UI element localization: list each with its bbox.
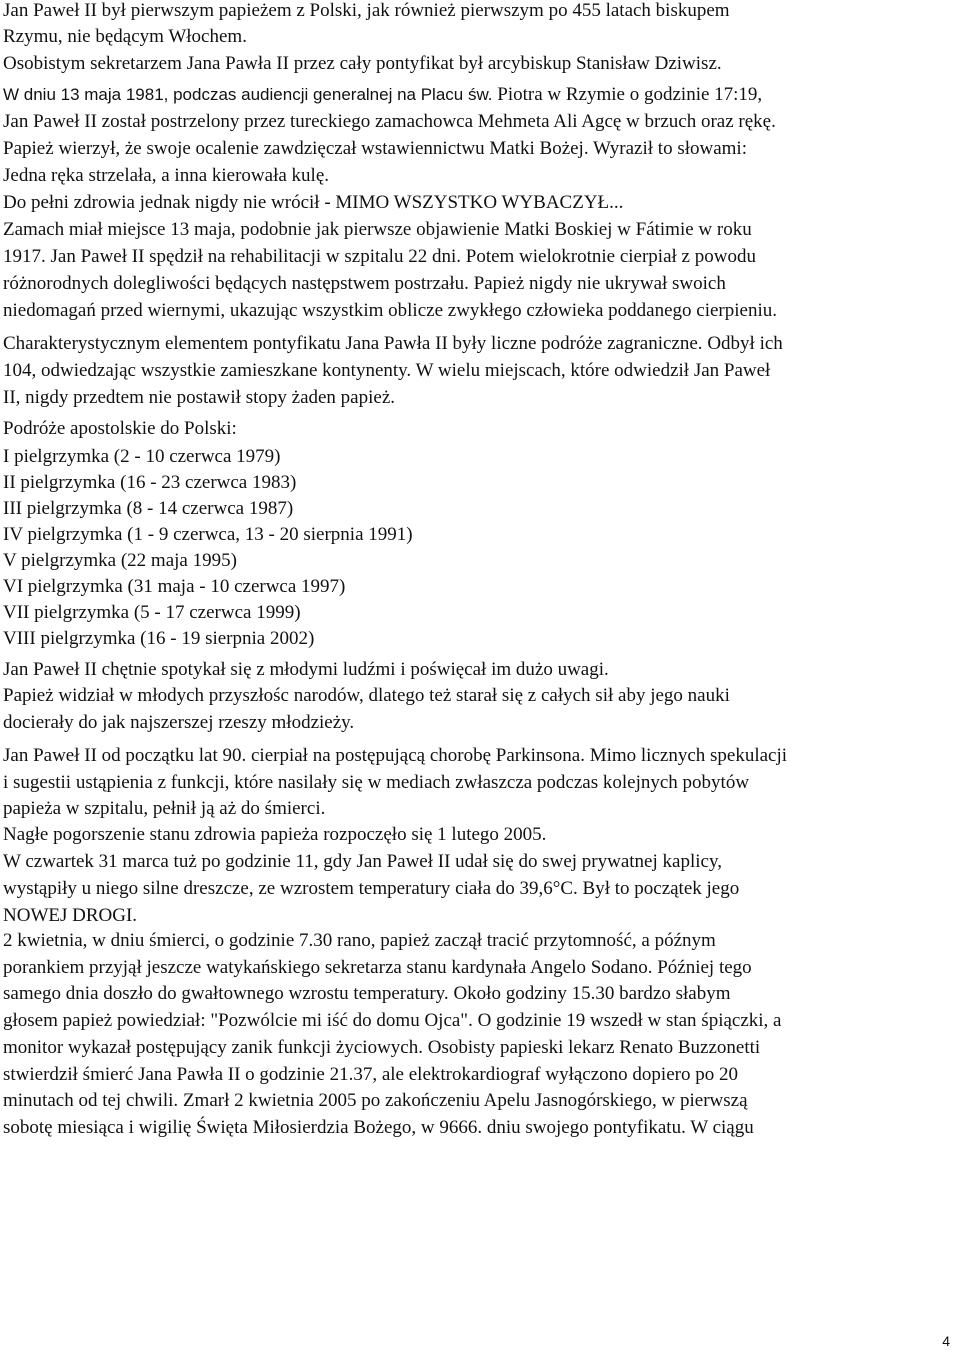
- text-segment: V pielgrzymka (22 maja 1995): [3, 550, 237, 571]
- text-segment: II pielgrzymka (16 - 23 czerwca 1983): [3, 472, 297, 493]
- text-line: [3, 878, 739, 900]
- text-segment: I pielgrzymka (2 - 10 czerwca 1979): [3, 446, 281, 467]
- text-segment: wystąpiły u niego silne dreszcze, ze wzrostem temperatury ciała do 39,6°C.: [3, 878, 578, 899]
- text-line: [3, 1064, 738, 1086]
- text-line: [3, 602, 301, 624]
- text-segment: Do pełni zdrowia jednak nigdy nie wrócił - MIMO WSZYSTKO WYBACZYŁ...: [3, 192, 624, 213]
- text-line: [3, 360, 770, 382]
- text-line: [3, 659, 609, 681]
- text-segment: Jan Paweł II od początku lat 90. cierpiał na postępującą chorobę Parkinsona.: [3, 745, 585, 766]
- text-line: [3, 165, 329, 187]
- text-line: [3, 851, 722, 873]
- text-segment: Jedna ręka strzelała, a inna kierowała kulę.: [3, 165, 330, 186]
- text-line: [3, 273, 726, 295]
- text-segment: Papież wierzył, że swoje ocalenie zawdzięczał wstawiennictwu Matki Bożej.: [3, 138, 589, 159]
- text-line: [3, 111, 776, 133]
- text-segment: Jan Paweł II spędził na rehabilitacji w szpitalu 22 dni.: [45, 246, 461, 267]
- text-line: [3, 957, 752, 979]
- text-segment: II, nigdy przedtem nie postawił stopy żaden papież.: [3, 387, 396, 408]
- text-segment: NOWEJ DROGI.: [3, 905, 138, 926]
- text-segment: Później tego: [652, 957, 752, 978]
- page-number: 4: [942, 1333, 950, 1349]
- text-segment: Odbył ich: [702, 333, 783, 354]
- text-line: [3, 824, 546, 846]
- text-segment: VI pielgrzymka (31 maja - 10 czerwca 1997): [3, 576, 346, 597]
- text-segment: IV pielgrzymka (1 - 9 czerwca, 13 - 20 sierpnia 1991): [3, 524, 413, 545]
- text-segment: Piotra w Rzymie o godzinie 17:19,: [492, 84, 763, 105]
- text-segment: Wyraził to słowami:: [588, 138, 747, 159]
- text-segment: różnorodnych dolegliwości będących następstwem postrzału.: [3, 273, 469, 294]
- text-line: [3, 192, 623, 214]
- text-segment: i sugestii ustąpienia z funkcji, które nasilały się w mediach zwłaszcza podczas kolejnych pobytów: [3, 772, 750, 793]
- text-segment: stwierdził śmierć Jana Pawła II o godzinie 21.37, ale elektrokardiograf wyłączono dopiero po 20: [3, 1064, 738, 1085]
- text-line: [3, 53, 722, 75]
- text-line: [3, 219, 752, 241]
- text-segment: Osobistym sekretarzem Jana Pawła II przez cały pontyfikat był arcybiskup Stanisław Dziwisz.: [3, 53, 722, 74]
- text-line: [3, 983, 730, 1005]
- text-segment: Zamach miał miejsce 13 maja, podobnie jak pierwsze objawienie Matki Boskiej w Fátimie w roku: [3, 219, 752, 240]
- text-segment: Rzymu, nie będącym Włochem.: [3, 26, 247, 47]
- text-segment: Był to początek jego: [577, 878, 740, 899]
- text-segment: Charakterystycznym elementem pontyfikatu Jana Pawła II były liczne podróże zagraniczne.: [3, 333, 703, 354]
- text-segment: III pielgrzymka (8 - 14 czerwca 1987): [3, 498, 294, 519]
- text-line: [3, 745, 787, 767]
- text-segment: sobotę miesiąca i wigilię Święta Miłosierdzia Bożego, w 9666. dniu swojego pontyfikatu.: [3, 1117, 686, 1138]
- text-segment: W ciągu: [685, 1117, 754, 1138]
- text-line: [3, 246, 756, 268]
- text-segment: O godzinie 19 wszedł w stan śpiączki, a: [472, 1010, 782, 1031]
- text-line: [3, 1117, 754, 1139]
- text-segment: W czwartek 31 marca tuż po godzinie 11, gdy Jan Paweł II udał się do swej prywatnej kaplicy,: [3, 851, 722, 872]
- text-segment: 104, odwiedzając wszystkie zamieszkane kontynenty.: [3, 360, 412, 381]
- text-segment: Jan Paweł II był pierwszym papieżem z Polski, jak również pierwszym po 455 latach biskupem: [3, 0, 730, 21]
- text-segment: docierały do jak najszerszej rzeszy młodzieży.: [3, 712, 355, 733]
- text-segment: VIII pielgrzymka (16 - 19 sierpnia 2002): [3, 628, 315, 649]
- text-line: [3, 930, 716, 952]
- text-segment: 2 kwietnia, w dniu śmierci, o godzinie 7.30 rano, papież zaczął tracić przytomność, a późnym: [3, 930, 716, 951]
- text-line: [3, 472, 296, 494]
- text-segment: Papież nigdy nie ukrywał swoich: [468, 273, 726, 294]
- text-line: [3, 712, 354, 734]
- text-segment: głosem papież powiedział: "Pozwólcie mi iść do domu Ojca".: [3, 1010, 473, 1031]
- text-segment: Potem wielokrotnie cierpiał z powodu: [461, 246, 756, 267]
- text-segment: VII pielgrzymka (5 - 17 czerwca 1999): [3, 602, 301, 623]
- text-segment: Około godziny 15.30 bardzo słabym: [448, 983, 731, 1004]
- text-line: [3, 333, 783, 355]
- text-line: [3, 550, 237, 572]
- text-line: [3, 498, 293, 520]
- text-line: [3, 26, 247, 48]
- text-line: [3, 576, 345, 598]
- text-line: [3, 628, 314, 650]
- text-line: [3, 138, 747, 160]
- text-line: [3, 84, 762, 106]
- text-line: [3, 905, 137, 927]
- text-line: [3, 1010, 782, 1032]
- text-line: [3, 446, 281, 468]
- text-segment: Podróże apostolskie do Polski:: [3, 418, 237, 439]
- text-segment: 1917.: [3, 246, 46, 267]
- text-line: [3, 772, 749, 794]
- text-line: [3, 685, 730, 707]
- text-segment: Osobisty papieski lekarz Renato Buzzonetti: [422, 1037, 761, 1058]
- text-line: [3, 1037, 760, 1059]
- text-line: [3, 524, 413, 546]
- text-segment: Jan Paweł II został postrzelony przez tureckiego zamachowca Mehmeta Ali Agcę w brzuch oraz rękę.: [3, 111, 776, 132]
- text-line: [3, 0, 730, 22]
- text-segment: Nagłe pogorszenie stanu zdrowia papieża rozpoczęło się 1 lutego 2005.: [3, 824, 547, 845]
- text-segment: minutach od tej chwili.: [3, 1090, 179, 1111]
- text-segment: papieża w szpitalu, pełnił ją aż do śmierci.: [3, 798, 326, 819]
- text-segment: samego dnia doszło do gwałtownego wzrostu temperatury.: [3, 983, 449, 1004]
- text-segment: W dniu 13 maja 1981, podczas audiencji generalnej na Placu św.: [3, 85, 493, 104]
- text-segment: niedomagań przed wiernymi, ukazując wszystkim oblicze zwykłego człowieka poddanego cierpieniu.: [3, 300, 777, 321]
- text-segment: Papież widział w młodych przyszłośc narodów, dlatego też starał się z całych sił aby jego nauki: [3, 685, 730, 706]
- text-line: [3, 798, 325, 820]
- text-segment: monitor wykazał postępujący zanik funkcji życiowych.: [3, 1037, 423, 1058]
- text-line: [3, 1090, 748, 1112]
- text-segment: Mimo licznych spekulacji: [584, 745, 788, 766]
- text-line: [3, 300, 777, 322]
- text-line: [3, 387, 395, 409]
- text-segment: porankiem przyjął jeszcze watykańskiego sekretarza stanu kardynała Angelo Sodano.: [3, 957, 653, 978]
- text-segment: W wielu miejscach, które odwiedził Jan Paweł: [411, 360, 771, 381]
- text-line: [3, 418, 237, 440]
- text-segment: Jan Paweł II chętnie spotykał się z młodymi ludźmi i poświęcał im dużo uwagi.: [3, 659, 609, 680]
- text-segment: Zmarł 2 kwietnia 2005 po zakończeniu Apelu Jasnogórskiego, w pierwszą: [178, 1090, 748, 1111]
